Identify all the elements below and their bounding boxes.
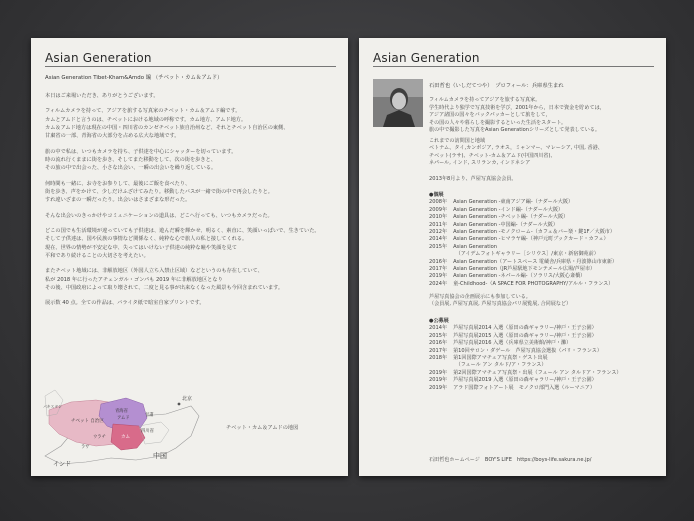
exhibit-subtitle: Asian Generation Tibet-Kham&Amdo 編 （チベット・カム＆アムド）	[45, 75, 223, 81]
panel-title: Asian Generation	[45, 51, 152, 65]
list-item	[429, 348, 622, 355]
list-item	[429, 222, 617, 229]
map-label: 甘粛	[145, 413, 154, 418]
group-note	[429, 294, 659, 309]
awards-list	[429, 325, 622, 392]
map-label: パキスタン	[43, 404, 62, 409]
membership-text: 2013年8月より、芦屋写真協会会員。	[429, 176, 517, 182]
map-label: アムド	[117, 416, 130, 421]
exhibitions-list	[429, 199, 617, 288]
item-title: Asian Generation -東南アジア編-（ナダール大阪）	[453, 199, 574, 206]
item-year: 2014年	[429, 325, 448, 332]
item-year: 2019年	[429, 273, 448, 280]
item-title: 第1回国際アマチュア写真祭・ゲスト出展	[453, 355, 548, 362]
map-label: 北京	[182, 396, 193, 402]
paragraph: またチベット地域には、非解放地区（外国人立ち入禁止区域）などというのも存在していて、 私が 2018 年に行ったアチェンガル・ゴンパも 2019 年に非解放地区となり その後、中国政府によって取り壊されて、二度と見る事が出来なくなった風景も今回含まれています。	[45, 268, 284, 292]
homepage-link: 石田哲也ホームページ BOY'S LIFE https://boys-life.sakura.ne.jp/	[429, 457, 592, 463]
item-year: 2008年	[429, 199, 448, 206]
item-title: Asian Generation -中国編-（ナダール大阪）	[453, 221, 558, 228]
solo-exhibitions-heading: ●個展	[429, 192, 444, 198]
artist-name: 石田哲也（いしだてつや） プロフィール：兵庫県生まれ	[429, 83, 564, 89]
paragraph: フィルムカメラを持って、アジアを旅する写真家のチベット・カム＆アムド編です。 カムとアムドと言うのは、チベットにおける地域の呼称です。カム地方、アムド地方。 カム＆アムド地方は現在の中国・四川省のカンゼチベット族自治州など、それとチベット自治区の東側、 甘粛省の一部、青海省の大部分を占める広大な地域です。	[45, 108, 289, 140]
artist-profile-panel	[359, 38, 666, 476]
list-item	[429, 199, 617, 206]
bio-text: フィルムカメラを持ってアジアを旅する写真家。 学生時代より独学で写真技術を学び，2001年から，日本で資金を貯めては， アジア諸国の国々をバックパッカーとして旅をして， その国の人々や暮らしを撮影するといった生活をスタート。 旅の中で撮影した写真をAsian Generationシリーズとして発表している。	[429, 97, 605, 134]
item-year: 2024年	[429, 280, 448, 287]
tibet-map	[41, 386, 201, 470]
awards-heading: ●公募展	[429, 318, 449, 324]
paragraph: 何時間も一緒に、お寺をお参りして、最後にご飯を食べたり、 街を歩き、声をかけて、少しだけふざけてみたり。移動したバスが一緒で街の中で再会したりと。 すれ違いざまの一瞬だったり。出会いはさまざまな形だった。	[45, 180, 273, 204]
item-year: 2014年	[429, 236, 448, 243]
map-caption: チベット・カム＆アムドの地図	[226, 425, 299, 431]
intro-text	[45, 92, 335, 315]
artist-portrait	[373, 79, 423, 127]
item-title: Asian Generation（アートスペース 電蔵舎/兵庫県・丹波篠山市東新）	[453, 258, 618, 265]
item-year: 2009年	[429, 206, 448, 213]
group-note-text: 芦屋写真協会の企画展示にも参加している。 （会員展, 芦屋写真展, 芦屋写真協会パリ展覧展, 合同展など）	[429, 294, 572, 308]
item-year: 2016年	[429, 340, 448, 347]
list-item	[429, 362, 622, 369]
artist-bio	[429, 97, 654, 135]
item-title: Asian Generation -ヒマラヤ編-（神戸元町ブックカード・カフェ）	[453, 236, 609, 243]
item-year: 2018年	[429, 355, 448, 362]
title-rule	[373, 66, 654, 67]
paragraph: 本日はご来場いただき、ありがとうございます。	[45, 93, 159, 99]
map-label: チベット 自治区	[71, 419, 104, 424]
map-label: 青海省	[115, 409, 128, 414]
title-rule	[45, 66, 336, 67]
list-item	[429, 325, 622, 332]
item-year: 2017年	[429, 266, 448, 273]
list-item	[429, 236, 617, 243]
item-title: 芦屋写真展2016 入選（兵庫県立美術館/神戸・灘）	[453, 340, 572, 347]
item-title: Asian Generation -ネパール編-（ソラリス/大阪心斎橋）	[453, 273, 586, 280]
item-title: 童-Childhood-（A SPACE FOR PHOTOGRAPHY/アルル・フランス）	[453, 280, 614, 287]
item-year: 2017年	[429, 347, 448, 354]
list-item	[429, 377, 622, 384]
item-title: 第2回国際アマチュア写真祭・出展（フュール アン タルドア・フランス）	[453, 369, 622, 376]
item-title: Asian Generation（JR芦屋駅地下モンテメール広場/芦屋市）	[453, 266, 596, 273]
item-year: 2019年	[429, 369, 448, 376]
list-item	[429, 385, 622, 392]
item-title: Asian Generation -モノクローム-（カフェ＆バー楽・鍵1F／大阪市）	[453, 229, 615, 236]
list-item	[429, 214, 617, 221]
membership-note	[429, 176, 659, 183]
item-title: （フュール アン タルド/ア・フランス）	[453, 362, 547, 369]
item-title: 芦屋写真展2015 入選（原田の森ギャラリー/神戸・王子公園）	[453, 332, 597, 339]
visited-list: ベトナム、タイ,カンボジア, ラオス，ミャンマー、マレーシア, 中国, 香港、 チベット(ラサ)、チベット-カム＆アムド(中国四川省)、 ネパール, インド, スリランカ, インドネシア	[429, 145, 603, 167]
list-item	[429, 251, 617, 258]
item-title: （アイデムフォトギャラリー［シリウス］/東京・新宿御苑前）	[453, 251, 599, 258]
item-year: 2019年	[429, 377, 448, 384]
item-year: 2015年	[429, 332, 448, 339]
item-title: Asian Generation -インド編-（ナダール大阪）	[453, 206, 564, 213]
item-year: 2011年	[429, 221, 448, 228]
panel-title: Asian Generation	[373, 51, 480, 65]
item-year: 2016年	[429, 258, 448, 265]
item-title: Asian Generation -チベット編-（ナダール大阪）	[453, 214, 569, 221]
item-year	[429, 362, 453, 369]
solo-exhibitions-section	[429, 192, 659, 288]
item-year: 2010年	[429, 214, 448, 221]
list-item	[429, 340, 622, 347]
item-title: アラド国際フォトアート展 モノクロ部門入選（ルーマニア）	[453, 384, 595, 391]
map-label: ラサ	[81, 445, 90, 450]
paragraph: どこの国でも生活環境が違っていても子供達は、遊んだ瞬を輝かせ、明るく、素直に、笑顔いっぱいで、生きていた。 そして子供達は、国や民族の事情など関係なく、純粋な心で旅人の私と接してくれる。 現在、世界の情勢が不安定な中、失ってはいけない子供達の純粋な瞳や笑顔を見て 平和であり続けることの大切さを考えたい。	[45, 227, 320, 260]
paragraph: 旅の中で私は、いつもカメラを持ち、子供達を中心にシャッターを切っています。 時の流れ行くままに街を歩き、そしてまた移動をして、次の街を歩きと、 その旅の中で出会った、小さな出会い、一瞬の出会いを繰り返している。	[45, 148, 237, 172]
map-label: 四川省	[141, 429, 154, 434]
list-item	[429, 281, 617, 288]
map-label: カム	[121, 435, 130, 440]
item-title: Asian Generation	[453, 243, 498, 250]
paragraph: 展示数 40 点。全ての作品は、バライタ紙で暗室自家プリントです。	[45, 300, 205, 307]
awards-section	[429, 318, 659, 392]
exhibit-intro-panel	[31, 38, 348, 476]
item-year	[429, 251, 453, 258]
map-label: 中国	[153, 452, 167, 460]
item-year: 2019年	[429, 384, 448, 391]
visited-section	[429, 138, 659, 168]
paragraph: そんな出会いのきっかけやコミュニケーションの道具は、どこへ行っても、いつもカメラだった。	[45, 212, 273, 219]
list-item	[429, 259, 617, 266]
item-year: 2012年	[429, 229, 448, 236]
item-year: 2015年	[429, 243, 448, 250]
item-title: 第10回サロン・ダゲール 芦屋写真協会選抜（パリ・フランス）	[453, 347, 602, 354]
item-title: 芦屋写真展2014 入選（原田の森ギャラリー/神戸・王子公園）	[453, 325, 597, 332]
item-title: 芦屋写真展2019 入選（原田の森ギャラリー/神戸・王子公園）	[453, 377, 597, 384]
map-label: インド	[53, 461, 72, 468]
list-item	[429, 273, 617, 280]
map-label: ウラチ	[93, 435, 106, 440]
visited-heading: これまでの訪問国と地域	[429, 138, 486, 144]
